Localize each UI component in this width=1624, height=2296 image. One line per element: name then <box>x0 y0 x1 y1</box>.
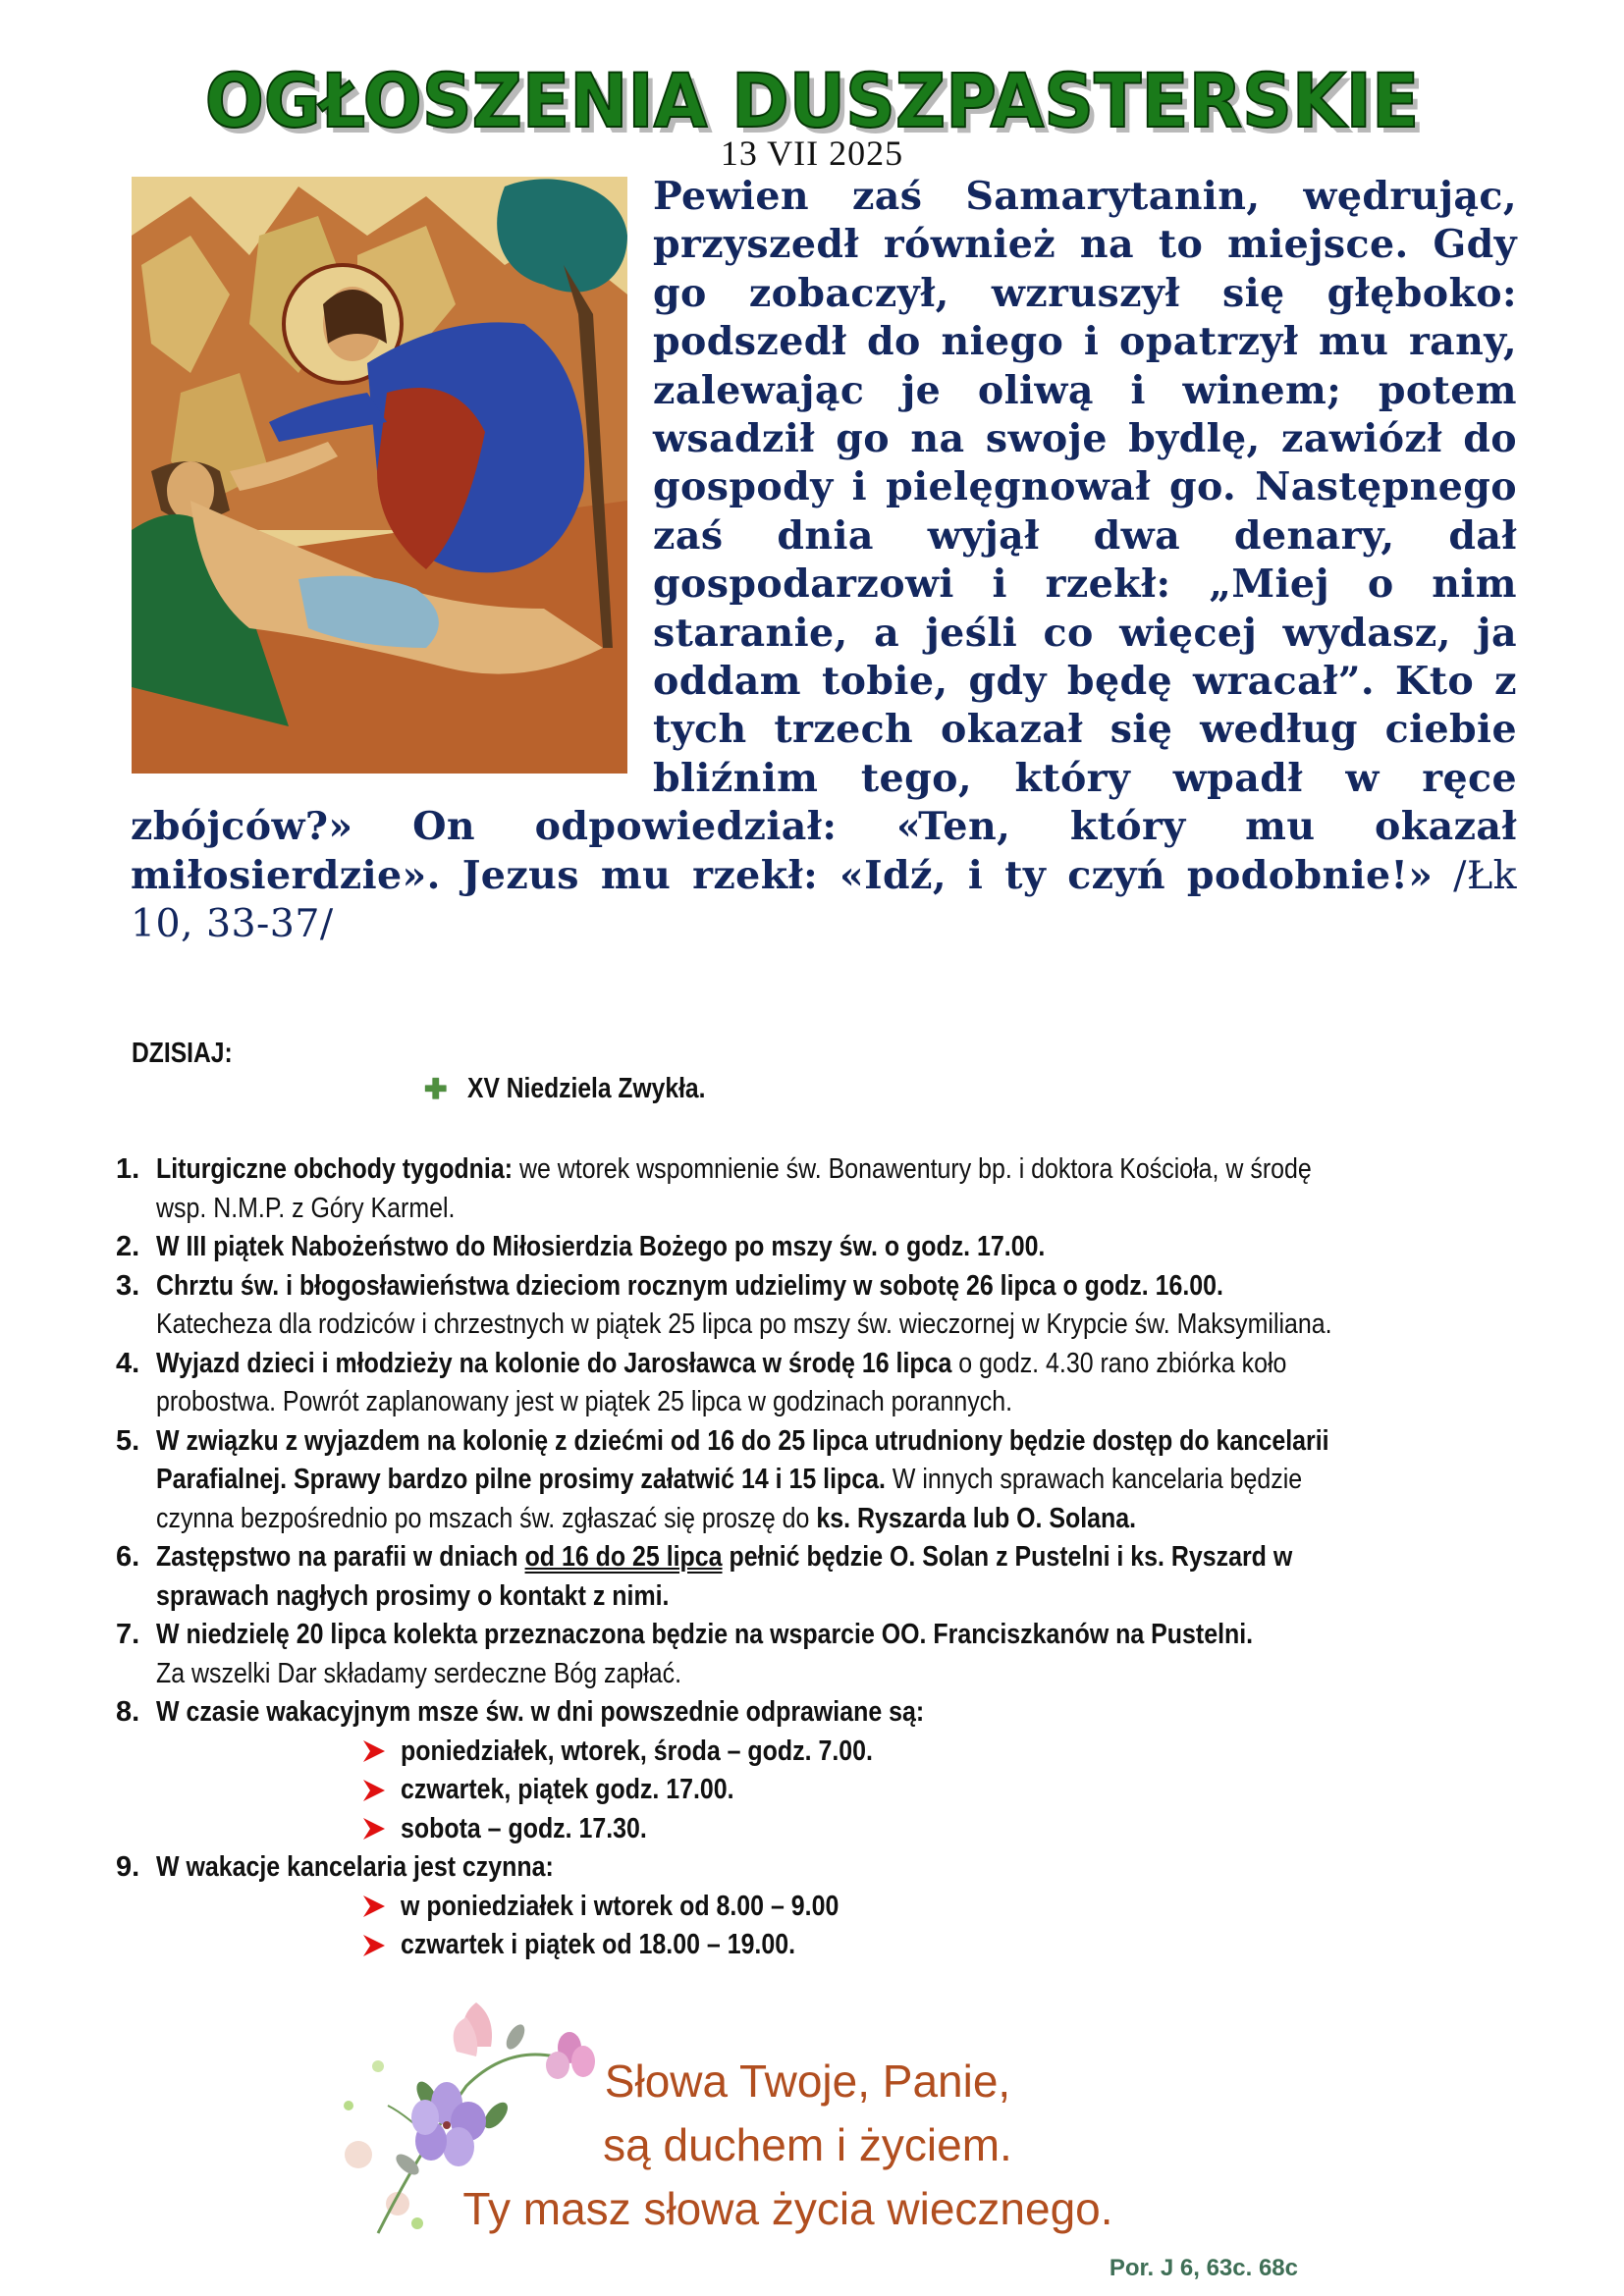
notice-number: 1. <box>116 1153 140 1185</box>
notice-text <box>156 1267 1337 1345</box>
notices-list <box>116 1150 1530 1965</box>
schedule-item-text: sobota – godz. 17.30. <box>401 1812 647 1844</box>
notice-item <box>116 1616 1530 1693</box>
notice-item <box>116 1538 1530 1616</box>
notice-number: 4. <box>116 1347 140 1379</box>
banner-line-3: Ty masz słowa życia wiecznego. <box>462 2183 1113 2234</box>
notice-text <box>156 1616 1337 1693</box>
schedule-item-text: czwartek i piątek od 18.00 – 19.00. <box>401 1929 796 1960</box>
notice-item <box>116 1267 1530 1345</box>
arrow-bullet-icon <box>361 1778 401 1803</box>
today-label: DZISIAJ: <box>132 1038 233 1069</box>
notice-text <box>156 1848 1337 1888</box>
notice-text-part: Zastępstwo na parafii w dniach <box>156 1541 525 1573</box>
notice-item <box>116 1422 1530 1539</box>
notice-text-part: W związku z wyjazdem na kolonię z dziećmi od 16 do 25 lipca utrudniony będzie dostęp do kancelarii Parafialnej. Sprawy bardzo pilne prosimy załatwić 14 i 15 lipca. <box>156 1424 1329 1495</box>
notice-number: 7. <box>116 1619 140 1650</box>
schedule-item <box>361 1926 1530 1965</box>
notice-text <box>156 1150 1337 1228</box>
notice-text-part: Za wszelki Dar składamy serdeczne Bóg zapłać. <box>156 1657 682 1689</box>
notice-number: 9. <box>116 1851 140 1883</box>
schedule-item <box>361 1771 1530 1810</box>
banner-line-1: Słowa Twoje, Panie, <box>604 2056 1011 2107</box>
today-item-text: XV Niedziela Zwykła. <box>467 1073 706 1104</box>
notice-text-part: Wyjazd dzieci i młodzieży na kolonie do Jarosławca w środę 16 lipca <box>156 1347 952 1379</box>
notice-text <box>156 1538 1337 1616</box>
notice-number: 8. <box>116 1696 140 1728</box>
plus-cross-icon: ✚ <box>424 1074 448 1104</box>
notice-item <box>116 1848 1530 1888</box>
gospel-reference: /Łk 10, 33-37/ <box>131 852 1517 947</box>
notice-text-part: pełnić będzie O. Solan z Pustelni i ks. Ryszard w sprawach nagłych prosimy o kontakt z nimi. <box>156 1541 1293 1612</box>
date-line: 13 VII 2025 <box>720 133 904 173</box>
arrow-bullet-icon <box>361 1738 401 1764</box>
notice-item <box>116 1693 1530 1733</box>
notice-number: 5. <box>116 1424 140 1457</box>
notice-text-part: W wakacje kancelaria jest czynna: <box>156 1851 554 1883</box>
notice-text-part: W czasie wakacyjnym msze św. w dni powszednie odprawiane są: <box>156 1696 925 1728</box>
schedule-item-text: czwartek, piątek godz. 17.00. <box>401 1774 734 1805</box>
notice-text <box>156 1228 1337 1267</box>
banner-citation: Por. J 6, 63c. 68c <box>1109 2255 1298 2281</box>
notice-text <box>156 1345 1337 1422</box>
notice-text <box>156 1422 1337 1539</box>
notice-text-part: Liturgiczne obchody tygodnia: <box>156 1153 514 1185</box>
notice-text-part: W innych sprawach kancelaria będzie czynna bezpośrednio po mszach św. zgłaszać się proszę do <box>156 1464 1303 1534</box>
notice-item <box>116 1345 1530 1422</box>
notice-text-part: W III piątek Nabożeństwo do Miłosierdzia Bożego po mszy św. o godz. 17.00. <box>156 1231 1046 1262</box>
banner-line-2: są duchem i życiem. <box>603 2119 1012 2170</box>
notice-text-part: Chrztu św. i błogosławieństwa dzieciom rocznym udzielimy w sobotę 26 lipca o godz. 16.00. <box>156 1269 1223 1302</box>
notice-number: 2. <box>116 1231 140 1262</box>
notice-number: 6. <box>116 1541 140 1573</box>
notice-text-part: ks. Ryszarda lub O. Solana. <box>816 1502 1137 1534</box>
notice-text-part: o godz. 4.30 rano zbiórka koło probostwa. Powrót zaplanowany jest w piątek 25 lipca w godzinach porannych. <box>156 1347 1287 1417</box>
notice-text-part: W niedzielę 20 lipca kolekta przeznaczona będzie na wsparcie OO. Franciszkanów na Pustelni. <box>156 1619 1254 1650</box>
notice-text <box>156 1693 1337 1733</box>
notice-item <box>116 1150 1530 1228</box>
schedule-item <box>361 1733 1530 1772</box>
notice-number: 3. <box>116 1269 140 1302</box>
notice-text-part: we wtorek wspomnienie św. Bonawentury bp. i doktora Kościoła, w środę wsp. N.M.P. z Góry Karmel. <box>156 1153 1312 1224</box>
gospel-passage <box>131 173 1517 949</box>
scripture-banner <box>319 1998 1316 2287</box>
notice-text-part: od 16 do 25 lipca <box>524 1541 723 1573</box>
page-title: OGŁOSZENIA DUSZPASTERSKIE <box>204 57 1420 144</box>
arrow-bullet-icon <box>361 1894 401 1919</box>
notice-text-part: Katecheza dla rodziców i chrzestnych w piątek 25 lipca po mszy św. wieczornej w Krypcie św. Maksymiliana. <box>156 1308 1332 1340</box>
gospel-text: Pewien zaś Samarytanin, wędrując, przyszedł również na to miejsce. Gdy go zobaczył, wzruszył się głęboko: podszedł do niego i opatrzył mu rany, zalewając je oliwą i winem; potem wsadził go na swoje bydlę, zawiózł do gospody i pielęgnował go. Następnego zaś dnia wyjął dwa denary, dał gospodarzowi i rzekł: „Miej o nim staranie, a jeśli co więcej wydasz, ja oddam tobie, gdy będę wracał”. Kto z tych trzech okazał się według ciebie bliźnim tego, który wpadł w ręce zbójców?» On odpowiedział: «Ten, który mu okazał miłosierdzie». Jezus mu rzekł: «Idź, i ty czyń podobnie!» <box>131 174 1517 898</box>
schedule-item-text: poniedziałek, wtorek, środa – godz. 7.00. <box>401 1735 873 1767</box>
schedule-item <box>361 1888 1530 1927</box>
notice-item <box>116 1228 1530 1267</box>
schedule-item-text: w poniedziałek i wtorek od 8.00 – 9.00 <box>401 1890 839 1922</box>
today-item <box>424 1073 747 1105</box>
arrow-bullet-icon <box>361 1933 401 1958</box>
arrow-bullet-icon <box>361 1816 401 1842</box>
image-spacer <box>131 173 653 801</box>
schedule-item <box>361 1810 1530 1849</box>
